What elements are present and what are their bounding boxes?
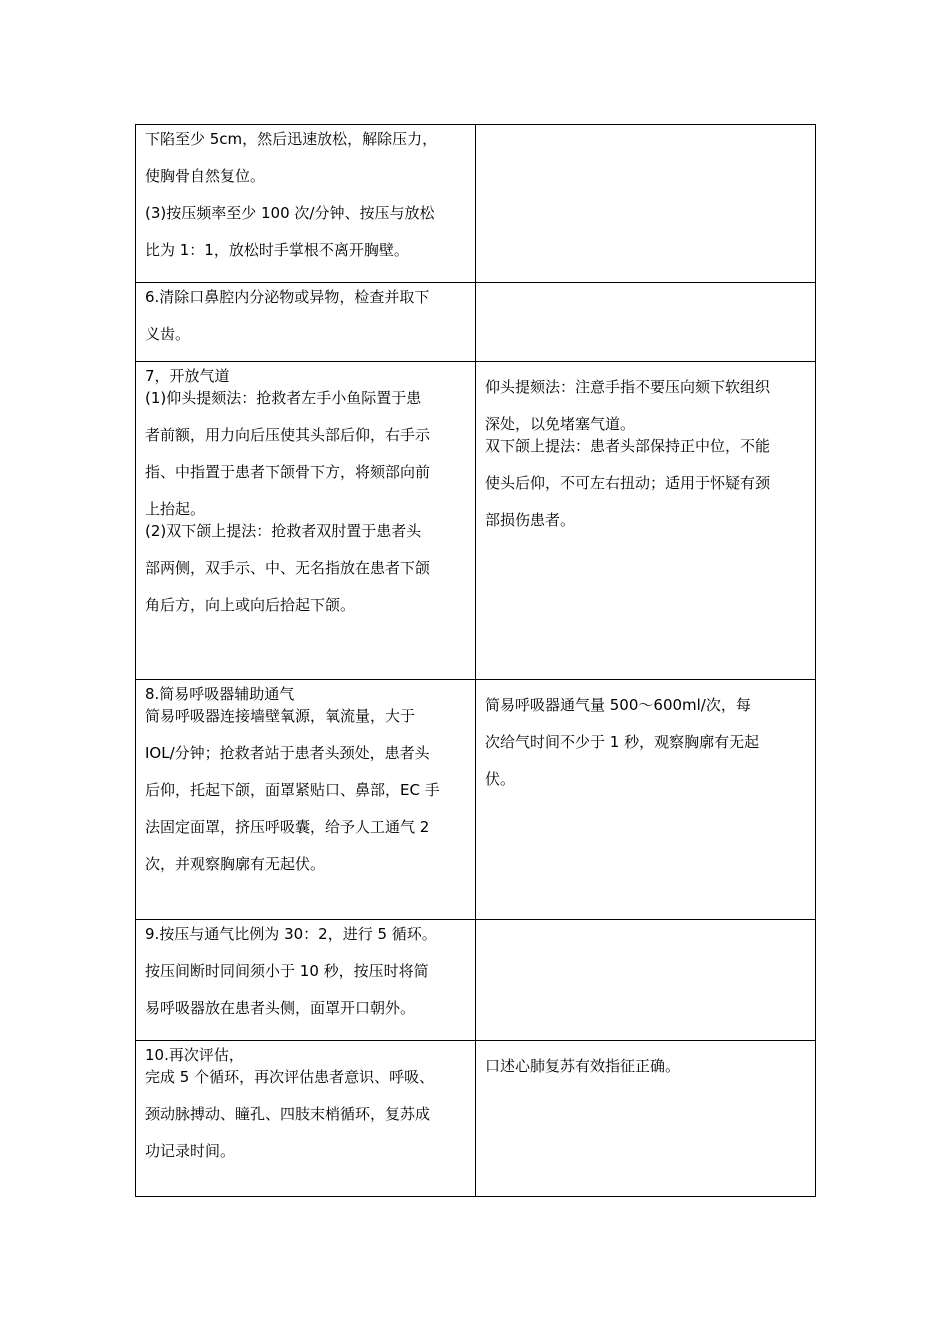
step-text: 功记录时间。 — [145, 1142, 236, 1160]
step-heading: 10.再次评估， — [145, 1046, 244, 1064]
step-text: 9.按压与通气比例为 30：2，进行 5 循环。 — [145, 925, 437, 943]
step-text: 简易呼吸器连接墙壁氧源，氧流量，大于 — [145, 707, 416, 725]
note-text: 深处，以免堵塞气道。 — [485, 415, 636, 433]
note-cell — [476, 680, 816, 920]
step-cell — [136, 362, 476, 680]
step-text: 使胸骨自然复位。 — [145, 167, 266, 185]
step-text: (3)按压频率至少 100 次/分钟、按压与放松 — [145, 204, 435, 222]
note-text: 简易呼吸器通气量 500～600ml/次，每 — [485, 696, 751, 714]
note-text: 伏。 — [485, 770, 516, 788]
step-text: 6.清除口鼻腔内分泌物或异物，检查并取下 — [145, 288, 430, 306]
table-row — [136, 680, 816, 920]
step-text: 易呼吸器放在患者头侧，面罩开口朝外。 — [145, 999, 416, 1017]
note-cell — [476, 920, 816, 1041]
step-text: (1)仰头提颏法：抢救者左手小鱼际置于患 — [145, 389, 422, 407]
step-text: 颈动脉搏动、瞳孔、四肢末梢循环，复苏成 — [145, 1105, 431, 1123]
note-cell — [476, 362, 816, 680]
procedure-table — [135, 124, 816, 1197]
step-heading: 8.简易呼吸器辅助通气 — [145, 685, 295, 703]
note-text: 仰头提颏法：注意手指不要压向颏下软组织 — [485, 378, 771, 396]
step-text: 按压间断时同间须小于 10 秒，按压时将简 — [145, 962, 429, 980]
step-text: 下陷至少 5cm，然后迅速放松，解除压力， — [145, 130, 438, 148]
note-cell — [476, 283, 816, 362]
step-text: 次，并观察胸廓有无起伏。 — [145, 855, 326, 873]
step-text: IOL/分钟；抢救者站于患者头颈处，患者头 — [145, 744, 430, 762]
table-row — [136, 920, 816, 1041]
step-text: (2)双下颌上提法：抢救者双肘置于患者头 — [145, 522, 422, 540]
step-text: 义齿。 — [145, 325, 191, 343]
note-text: 次给气时间不少于 1 秒，观察胸廓有无起 — [485, 733, 760, 751]
step-cell — [136, 680, 476, 920]
note-text: 双下颌上提法：患者头部保持正中位，不能 — [485, 437, 771, 455]
table-row — [136, 283, 816, 362]
note-cell — [476, 125, 816, 283]
step-text: 后仰，托起下颌，面罩紧贴口、鼻部，EC 手 — [145, 781, 440, 799]
step-text: 指、中指置于患者下颌骨下方，将颏部向前 — [145, 463, 431, 481]
step-text: 完成 5 个循环，再次评估患者意识、呼吸、 — [145, 1068, 435, 1086]
step-text: 上抬起。 — [145, 500, 206, 518]
step-text: 比为 1：1，放松时手掌根不离开胸壁。 — [145, 241, 409, 259]
step-cell — [136, 283, 476, 362]
table-row — [136, 362, 816, 680]
table-row — [136, 125, 816, 283]
step-text: 角后方，向上或向后拾起下颌。 — [145, 596, 356, 614]
step-cell — [136, 920, 476, 1041]
step-text: 部两侧，双手示、中、无名指放在患者下颌 — [145, 559, 431, 577]
note-text: 口述心肺复苏有效指征正确。 — [485, 1057, 681, 1075]
note-cell — [476, 1041, 816, 1197]
note-text: 使头后仰，不可左右扭动；适用于怀疑有颈 — [485, 474, 771, 492]
note-text: 部损伤患者。 — [485, 511, 576, 529]
step-text: 者前额，用力向后压使其头部后仰，右手示 — [145, 426, 431, 444]
step-cell — [136, 125, 476, 283]
table-row — [136, 1041, 816, 1197]
step-cell — [136, 1041, 476, 1197]
step-text: 法固定面罩，挤压呼吸囊，给予人工通气 2 — [145, 818, 430, 836]
step-heading: 7，开放气道 — [145, 367, 230, 385]
